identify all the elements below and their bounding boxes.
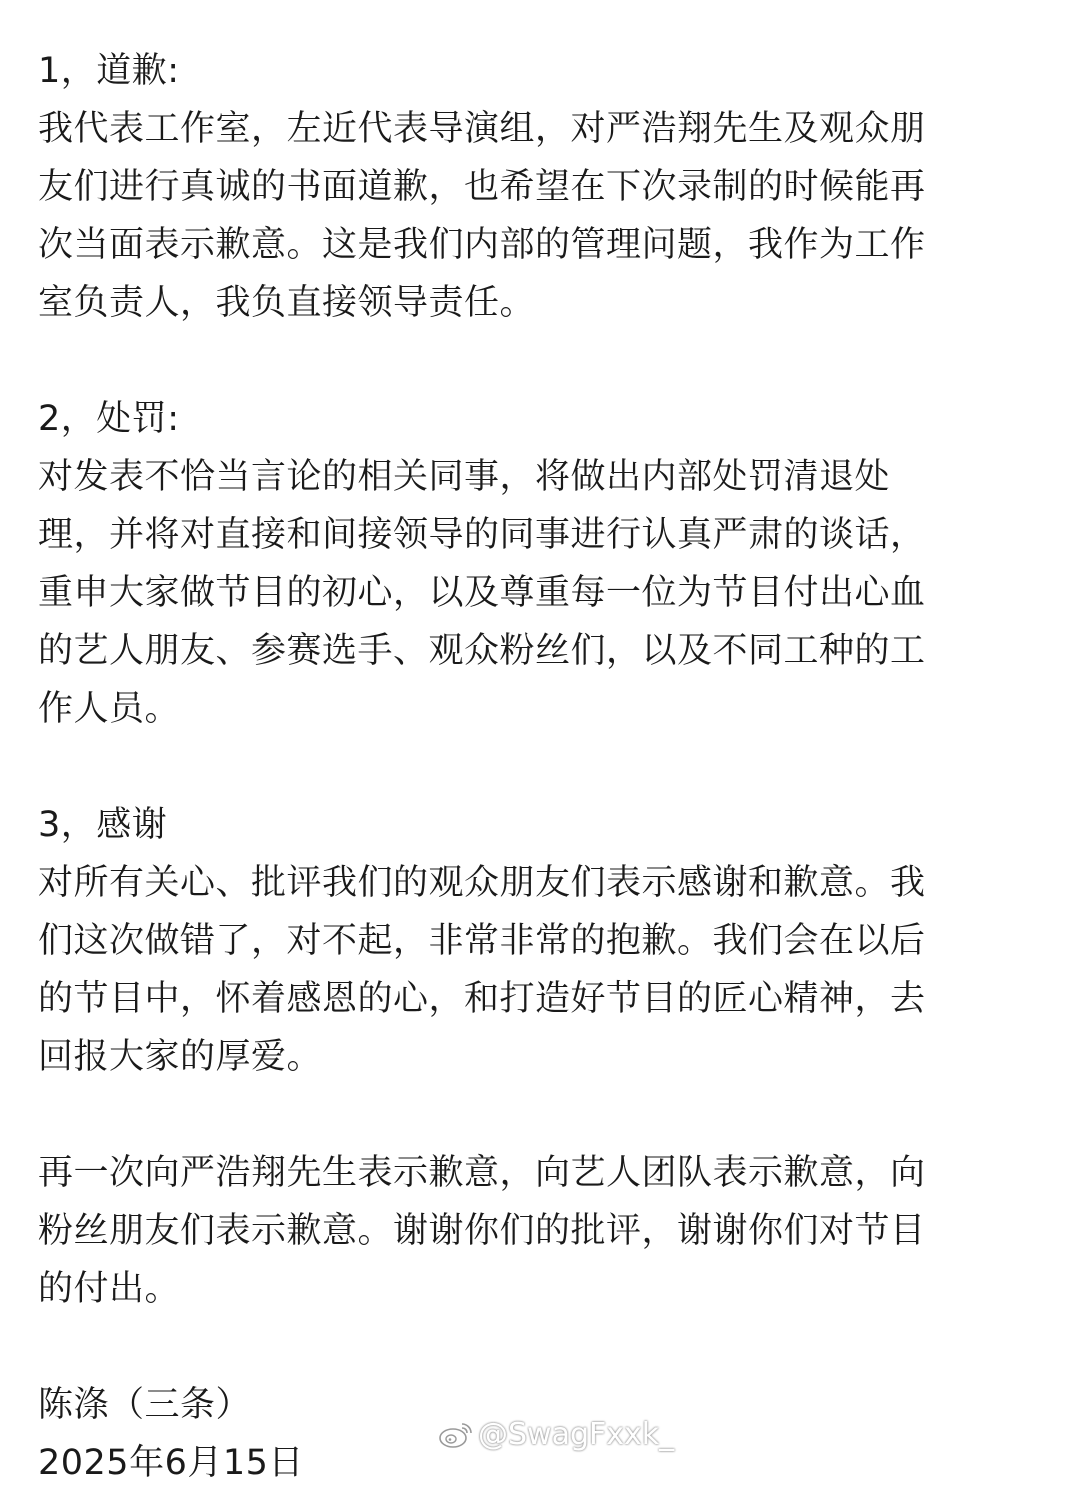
section-apology bbox=[38, 42, 1048, 332]
paragraph-line: 室负责人，我负直接领导责任。 bbox=[38, 283, 536, 323]
weibo-icon bbox=[438, 1419, 474, 1449]
weibo-watermark bbox=[438, 1414, 674, 1454]
paragraph-line: 次当面表示歉意。这是我们内部的管理问题，我作为工作 bbox=[38, 225, 926, 265]
closing-paragraph bbox=[38, 1144, 1048, 1318]
watermark-handle: @SwagFxxk_ bbox=[478, 1416, 675, 1452]
paragraph-line: 粉丝朋友们表示歉意。谢谢你们的批评，谢谢你们对节目 bbox=[38, 1211, 926, 1251]
apology-letter bbox=[38, 42, 1048, 1492]
paragraph-line: 我代表工作室，左近代表导演组，对严浩翔先生及观众朋 bbox=[38, 109, 926, 149]
paragraph-line: 重申大家做节目的初心，以及尊重每一位为节目付出心血 bbox=[38, 573, 926, 613]
paragraph-gap bbox=[38, 1318, 1048, 1376]
section-thanks bbox=[38, 796, 1048, 1086]
section-heading: 1，道歉: bbox=[38, 51, 180, 91]
signature-date: 2025年6月15日 bbox=[38, 1443, 304, 1483]
signature-name: 陈涤（三条） bbox=[38, 1385, 252, 1425]
paragraph-line: 友们进行真诚的书面道歉，也希望在下次录制的时候能再 bbox=[38, 167, 926, 207]
paragraph-line: 对发表不恰当言论的相关同事，将做出内部处罚清退处 bbox=[38, 457, 891, 497]
paragraph-line: 对所有关心、批评我们的观众朋友们表示感谢和歉意。我 bbox=[38, 863, 926, 903]
section-punishment bbox=[38, 390, 1048, 738]
paragraph-line: 的艺人朋友、参赛选手、观众粉丝们，以及不同工种的工 bbox=[38, 631, 926, 671]
paragraph-line: 的节目中，怀着感恩的心，和打造好节目的匠心精神，去 bbox=[38, 979, 926, 1019]
paragraph-line: 理，并将对直接和间接领导的同事进行认真严肃的谈话， bbox=[38, 515, 926, 555]
section-heading: 2，处罚: bbox=[38, 399, 180, 439]
paragraph-line: 们这次做错了，对不起，非常非常的抱歉。我们会在以后 bbox=[38, 921, 926, 961]
paragraph-line: 的付出。 bbox=[38, 1269, 181, 1309]
paragraph-gap bbox=[38, 738, 1048, 796]
paragraph-line: 作人员。 bbox=[38, 689, 181, 729]
paragraph-gap bbox=[38, 332, 1048, 390]
paragraph-line: 再一次向严浩翔先生表示歉意，向艺人团队表示歉意，向 bbox=[38, 1153, 926, 1193]
section-heading: 3，感谢 bbox=[38, 805, 168, 845]
paragraph-line: 回报大家的厚爱。 bbox=[38, 1037, 323, 1077]
paragraph-gap bbox=[38, 1086, 1048, 1144]
